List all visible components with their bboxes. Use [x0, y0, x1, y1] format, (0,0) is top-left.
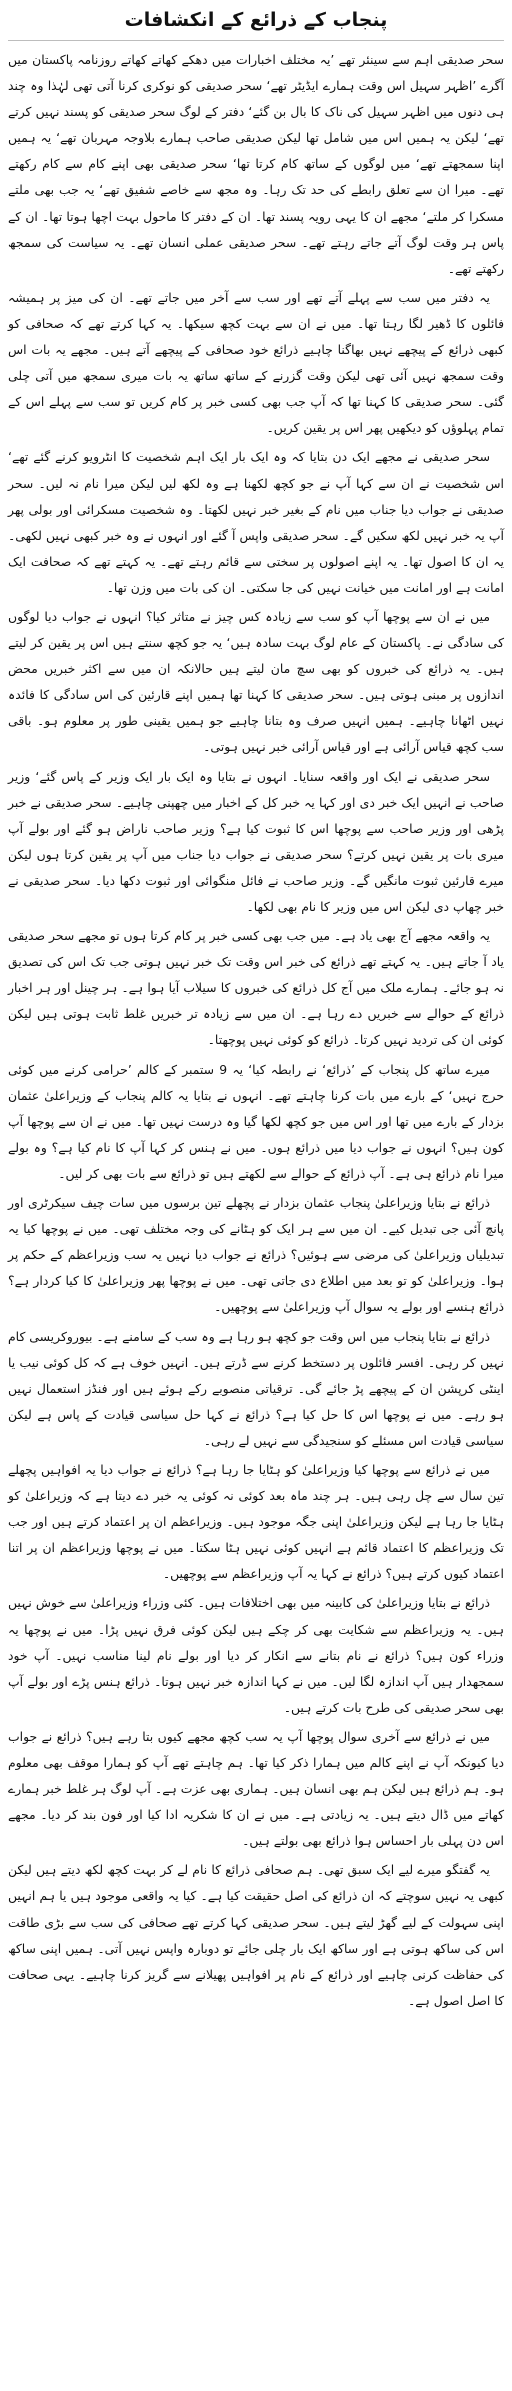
article-paragraph: ذرائع نے بتایا پنجاب میں اس وقت جو کچھ ہو رہا ہے وہ سب کے سامنے ہے۔ بیوروکریسی کام نہیں کر رہی۔ افسر فائلوں پر دستخط کرنے سے ڈرتے ہیں۔ انہیں خوف ہے کہ کل کوئی نیب یا اینٹی کرپشن ان کے پیچھے پڑ جائے گی۔ ترقیاتی منصوبے رکے ہوئے ہیں اور فنڈز استعمال نہیں ہو رہے۔ میں نے پوچھا اس کا حل کیا ہے؟ ذرائع نے کہا حل سیاسی قیادت کے پاس ہے لیکن سیاسی قیادت اس مسئلے کو سنجیدگی سے نہیں لے رہی۔ [8, 1328, 504, 1448]
article-paragraph: سحر صدیقی نے ایک اور واقعہ سنایا۔ انہوں نے بتایا وہ ایک بار ایک وزیر کے پاس گئے‘ وزیر صاحب نے انہیں ایک خبر دی اور کہا یہ خبر کل کے اخبار میں چھپنی چاہیے۔ سحر صدیقی نے خبر پڑھی اور وزیر صاحب سے پوچھا اس کا ثبوت کیا ہے؟ وزیر صاحب ناراض ہو گئے اور بولے آپ میری بات پر یقین نہیں کرتے؟ سحر صدیقی نے جواب دیا جناب میں آپ پر یقین کرتا ہوں لیکن میرے قارئین ثبوت مانگیں گے۔ وزیر صاحب نے فائل منگوائی اور ثبوت دکھا دیا۔ سحر صدیقی نے خبر چھاپ دی لیکن اس میں وزیر کا نام بھی لکھا۔ [8, 768, 504, 914]
article-paragraph: سحر صدیقی اہم سے سینئر تھے ’یہ مختلف اخبارات میں دھکے کھاتے کھاتے روزنامہ پاکستان میں آگرے ’اظہر سہیل اس وقت ہمارے ایڈیٹر تھے‘ سحر صدیقی کو نوکری کرنا آتی تھی لہٰذا وہ چند ہی دنوں میں اظہر سہیل کی ناک کا بال بن گئے‘ دفتر کے لوگ سحر صدیقی کو پسند نہیں کرتے تھے‘ لیکن یہ ہمیں اس میں شامل تھا لیکن صدیقی صاحب ہمارے بلاوجہ مہربان تھے‘ یہ ہمیں اپنا سمجھتے تھے‘ میں لوگوں کے ساتھ کام کرتا تھا‘ سحر صدیقی بھی اپنے کام سے کام رکھتے تھے۔ میرا ان سے تعلق رابطے کی حد تک رہا۔ وہ مجھ سے خاصے شفیق تھے‘ یہ جب بھی ملتے مسکرا کر ملتے‘ مجھے ان کا یہی رویہ پسند تھا۔ ان کے دفتر کا ماحول بہت اچھا ہوتا تھا۔ ان کے پاس ہر وقت لوگ آتے جاتے رہتے تھے۔ سحر صدیقی عملی انسان تھے۔ یہ سیاست کی سمجھ رکھتے تھے۔ [8, 52, 504, 276]
headline-divider [8, 40, 504, 41]
article-paragraph: میں نے ذرائع سے پوچھا کیا وزیراعلیٰ کو ہٹایا جا رہا ہے؟ ذرائع نے جواب دیا یہ افواہیں پچھلے تین سال سے چل رہی ہیں۔ ہر چند ماہ بعد کوئی نہ کوئی یہ خبر دے دیتا ہے کہ وزیراعلیٰ کو ہٹایا جا رہا ہے لیکن وزیراعلیٰ اپنی جگہ موجود ہیں۔ وزیراعظم ان پر اعتماد کرتے ہیں اور جب تک وزیراعظم کا اعتماد قائم ہے انہیں کوئی نہیں ہٹا سکتا۔ میں نے پوچھا وزیراعظم ان پر اتنا اعتماد کیوں کرتے ہیں؟ ذرائع نے کہا یہ آپ وزیراعظم سے پوچھیں۔ [8, 1461, 504, 1582]
article-paragraph: یہ گفتگو میرے لیے ایک سبق تھی۔ ہم صحافی ذرائع کا نام لے کر بہت کچھ لکھ دیتے ہیں لیکن کبھی یہ نہیں سوچتے کہ ان ذرائع کی اصل حقیقت کیا ہے۔ کیا یہ واقعی موجود ہیں یا ہم انہیں اپنی سہولت کے لیے گھڑ لیتے ہیں۔ سحر صدیقی کہا کرتے تھے صحافی کی سب سے بڑی طاقت اس کی ساکھ ہوتی ہے اور ساکھ ایک بار چلی جائے تو دوبارہ واپس نہیں آتی۔ ہمیں اپنی ساکھ کی حفاظت کرنی چاہیے اور ذرائع کے نام پر افواہیں پھیلانے سے گریز کرنا چاہیے۔ یہی صحافت کا اصل اصول ہے۔ [8, 1862, 504, 2008]
article-paragraph: ذرائع نے بتایا وزیراعلیٰ پنجاب عثمان بزدار نے پچھلے تین برسوں میں سات چیف سیکرٹری اور پانچ آئی جی تبدیل کیے۔ ان میں سے ہر ایک کو ہٹانے کی وجہ مختلف تھی۔ میں نے پوچھا کیا یہ تبدیلیاں وزیراعلیٰ کی مرضی سے ہوئیں؟ ذرائع نے جواب دیا نہیں یہ سب وزیراعظم کے حکم پر ہوا۔ وزیراعلیٰ کو تو بعد میں اطلاع دی جاتی تھی۔ میں نے پوچھا پھر وزیراعلیٰ کا کیا کردار ہے؟ ذرائع ہنسے اور بولے یہ سوال آپ وزیراعلیٰ سے پوچھیں۔ [8, 1195, 504, 1315]
article-paragraph: میرے ساتھ کل پنجاب کے ’ذرائع‘ نے رابطہ کیا‘ یہ 9 ستمبر کے کالم ’حرامی کرنے میں کوئی حرج نہیں‘ کے بارے میں بات کرنا چاہتے تھے۔ انہوں نے بتایا یہ کالم پنجاب کے وزیراعلیٰ عثمان بزدار کے بارے میں تھا اور اس میں جو کچھ لکھا گیا وہ درست نہیں تھا۔ میں نے ان سے پوچھا آپ کون ہیں؟ انہوں نے جواب دیا میں ذرائع ہوں۔ میں نے ہنس کر کہا آپ کا نام کیا ہے؟ وہ بولے میرا نام ذرائع ہی ہے۔ آپ ذرائع کے حوالے سے لکھتے ہیں تو ذرائع سے بات بھی کر لیں۔ [8, 1061, 504, 1181]
article-paragraph: میں نے ان سے پوچھا آپ کو سب سے زیادہ کس چیز نے متاثر کیا؟ انہوں نے جواب دیا لوگوں کی سادگی نے۔ پاکستان کے عام لوگ بہت سادہ ہیں‘ یہ جو کچھ سنتے ہیں اس پر یقین کر لیتے ہیں۔ یہ ذرائع کی خبروں کو بھی سچ مان لیتے ہیں حالانکہ ان میں سے اکثر خبریں محض اندازوں پر مبنی ہوتی ہیں۔ سحر صدیقی کا کہنا تھا ہمیں اپنے قارئین کی اس سادگی کا فائدہ نہیں اٹھانا چاہیے۔ ہمیں انہیں صرف وہ بتانا چاہیے جو ہمیں یقینی طور پر معلوم ہو۔ باقی سب کچھ قیاس آرائی ہے اور قیاس آرائی خبر نہیں ہوتی۔ [8, 608, 504, 755]
article-paragraph: ذرائع نے بتایا وزیراعلیٰ کی کابینہ میں بھی اختلافات ہیں۔ کئی وزراء وزیراعلیٰ سے خوش نہیں ہیں۔ یہ وزیراعظم سے شکایت بھی کر چکے ہیں لیکن کوئی فرق نہیں پڑا۔ میں نے پوچھا یہ وزراء کون ہیں؟ ذرائع نے نام بتانے سے انکار کر دیا اور بولے نام لینا مناسب نہیں۔ آپ خود سمجھدار ہیں آپ اندازہ لگا لیں۔ میں نے کہا اندازہ خبر نہیں ہوتا۔ ذرائع ہنس پڑے اور بولے آپ بھی سحر صدیقی کی طرح بات کرتے ہیں۔ [8, 1595, 504, 1715]
article-paragraph: یہ واقعہ مجھے آج بھی یاد ہے۔ میں جب بھی کسی خبر پر کام کرتا ہوں تو مجھے سحر صدیقی یاد آ جاتے ہیں۔ یہ کہتے تھے ذرائع کی خبر اس وقت تک خبر نہیں ہوتی جب تک اس کی تصدیق نہ ہو جائے۔ ہمارے ملک میں آج کل ذرائع کی خبروں کا سیلاب آیا ہوا ہے۔ ہر چینل اور ہر اخبار ذرائع کے حوالے سے خبریں دے رہا ہے۔ ان میں سے زیادہ تر خبریں غلط ثابت ہوتی ہیں لیکن کوئی ان کی تردید نہیں کرتا۔ ذرائع کو کوئی نہیں پوچھتا۔ [8, 928, 504, 1048]
article-headline: پنجاب کے ذرائع کے انکشافات [124, 9, 388, 31]
article-paragraph: یہ دفتر میں سب سے پہلے آتے تھے اور سب سے آخر میں جاتے تھے۔ ان کی میز پر ہمیشہ فائلوں کا ڈھیر لگا رہتا تھا۔ میں نے ان سے بہت کچھ سیکھا۔ یہ کہا کرتے تھے کہ صحافی کو کبھی ذرائع کے پیچھے نہیں بھاگنا چاہیے ذرائع خود صحافی کے پیچھے آتے ہیں۔ مجھے یہ بات اس وقت سمجھ نہیں آئی تھی لیکن وقت گزرنے کے ساتھ ساتھ یہ بات میری سمجھ میں آتی چلی گئی۔ سحر صدیقی کا کہنا تھا کہ آپ جب بھی کسی خبر پر کام کریں تو سب سے پہلے اس کے تمام پہلوؤں کو دیکھیں پھر اس پر یقین کریں۔ [8, 289, 504, 436]
article-paragraph: سحر صدیقی نے مجھے ایک دن بتایا کہ وہ ایک بار ایک اہم شخصیت کا انٹرویو کرنے گئے تھے‘ اس شخصیت نے ان سے کہا آپ نے جو کچھ لکھنا ہے وہ لکھ لیں لیکن میرا نام نہ لیں۔ سحر صدیقی نے جواب دیا جناب میں نام کے بغیر خبر نہیں لکھتا۔ وہ شخصیت مسکرائی اور بولی پھر آپ یہ خبر نہیں لکھ سکیں گے۔ سحر صدیقی واپس آ گئے اور انہوں نے وہ خبر کبھی نہیں لکھی۔ یہ ان کا اصول تھا۔ یہ اپنے اصولوں پر سختی سے قائم رہتے تھے۔ یہ کہتے تھے کہ صحافت ایک امانت ہے اور امانت میں خیانت نہیں کی جا سکتی۔ ان کی بات میں وزن تھا۔ [8, 449, 504, 595]
article-body [8, 47, 504, 2014]
article-paragraph: میں نے ذرائع سے آخری سوال پوچھا آپ یہ سب کچھ مجھے کیوں بتا رہے ہیں؟ ذرائع نے جواب دیا کیونکہ آپ نے اپنے کالم میں ہمارا ذکر کیا تھا۔ ہم چاہتے تھے آپ کو ہمارا موقف بھی معلوم ہو۔ ہم ذرائع ہیں لیکن ہم بھی انسان ہیں۔ ہماری بھی عزت ہے۔ آپ لوگ ہر غلط خبر ہمارے کھاتے میں ڈال دیتے ہیں۔ یہ زیادتی ہے۔ میں نے ان کا شکریہ ادا کیا اور فون بند کر دیا۔ مجھے اس دن پہلی بار احساس ہوا ذرائع بھی بولتے ہیں۔ [8, 1728, 504, 1849]
